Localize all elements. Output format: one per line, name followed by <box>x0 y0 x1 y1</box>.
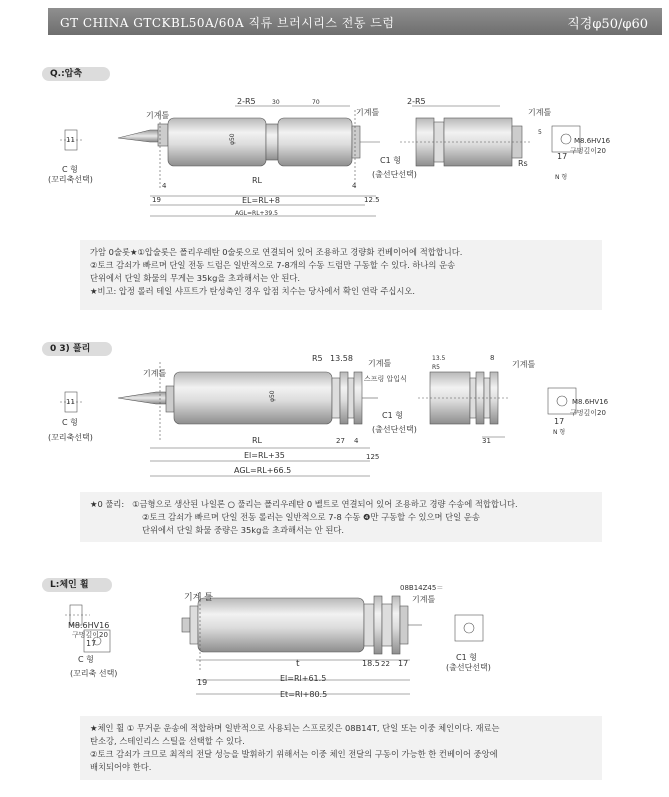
q-label-rs: Rs <box>518 159 528 168</box>
o-notes <box>80 492 602 542</box>
o-label-d13b: 13.5 <box>432 355 446 362</box>
o-label-r5: R5 <box>312 354 323 363</box>
o-label-c1-sub: (출선단선택) <box>372 425 417 434</box>
o-drum <box>174 372 332 424</box>
header-diameter: 직경φ50/φ60 <box>567 17 648 32</box>
l-label-cable2: 기계틀 <box>412 595 436 604</box>
q-label-r5b: 2-R5 <box>407 97 426 106</box>
q-label-s5: 5 <box>538 129 542 136</box>
q-note-2: ②토크 감쇠가 빠르며 단일 전동 드럼은 일반적으로 7-8개의 수동 드럼만 구동할 수 있다. 하나의 운송 <box>90 260 456 270</box>
l-label-c: C 형 <box>78 655 94 664</box>
o-label-el: El=RL+35 <box>244 451 285 460</box>
l-label-agl: Et=Rl+80.5 <box>280 690 328 699</box>
o-note-2: ②토크 감쇠가 빠르며 단일 전동 롤러는 일반적으로 7-8 수동 ❹만 구동할 수 있으며 단일 운송 <box>142 512 480 522</box>
q-label-d19: 19 <box>152 196 161 204</box>
o-note-3: 단위에서 단일 화물 중량은 35kg을 초과해서는 안 된다. <box>142 525 345 535</box>
o-label-depth: 구멍깊이20 <box>570 409 606 417</box>
q-note-1: 가암 0술롯★①압술롯은 폴리우레탄 0술롯으로 연결되어 있어 조용하고 경량화 컨베이어에 적합합니다. <box>90 247 463 257</box>
l-note-4: 배치되어야 한다. <box>90 762 152 772</box>
l-label-d17b: 17 <box>398 659 409 668</box>
o-label-d31: 31 <box>482 437 491 445</box>
q-label-d4a: 4 <box>162 182 167 190</box>
o-label-cable2: 기계틀 <box>368 359 392 368</box>
q-notes <box>80 240 602 310</box>
o-label-c: C 형 <box>62 418 78 427</box>
o-label-cable: 기계틀 <box>143 369 167 378</box>
l-label-el: El=Rl+61.5 <box>280 674 327 683</box>
q-label-d30: 30 <box>272 99 280 106</box>
q-label-cable1: 기계틀 <box>146 111 170 120</box>
q-note-3: 단위에서 단일 화물의 무게는 35kg을 초과해서는 안 된다. <box>90 273 301 283</box>
o-label-rl: RL <box>252 436 263 445</box>
q-label-d17: 17 <box>557 152 568 161</box>
l-notes <box>80 716 602 780</box>
section-tab-l: L:체인 휠 <box>42 578 112 592</box>
l-drum <box>198 598 364 652</box>
o-label-d50: φ50 <box>269 390 276 402</box>
o-label-c-sub: (꼬리축선택) <box>48 433 93 442</box>
q-label-d12: 12.5 <box>364 196 380 204</box>
q-label-cable2: 기계틀 <box>356 108 380 117</box>
q-label-d50: φ50 <box>229 133 236 145</box>
o-note-1: ①금형으로 생산된 나일론 ○ 풀리는 폴리우레탄 0 벨트로 연결되어 있어 조용하고 경량 수송에 적합합니다. <box>132 499 518 509</box>
l-label-c1: C1 형 <box>456 653 477 662</box>
o-label-cable3: 기계틀 <box>512 360 536 369</box>
q-label-m8: M8.6HV16 <box>574 137 611 145</box>
o-label-d11: 11 <box>66 398 75 406</box>
o-label-d8: 8 <box>490 354 495 362</box>
l-label-cable: 기계 틀 <box>184 593 213 603</box>
q-label-rl: RL <box>252 176 263 185</box>
q-label-c-sub: (꼬리축선택) <box>48 175 93 184</box>
q-label-d70: 70 <box>312 99 320 106</box>
o-label-c1: C1 형 <box>382 411 403 420</box>
l-label-depth: 구멍깊이20 <box>72 631 108 639</box>
q-label-c: C 형 <box>62 165 78 174</box>
q-label-cable3: 기계틀 <box>528 108 552 117</box>
l-label-d22: 22 <box>381 660 390 668</box>
l-note-2: 탄소강, 스테인리스 스틸을 선택할 수 있다. <box>90 736 245 746</box>
q-label-d11: 11 <box>66 136 75 144</box>
q-cable <box>118 130 160 142</box>
o-label-r5b: R5 <box>432 364 440 371</box>
q-label-el: EL=RL+8 <box>242 196 281 205</box>
o-label-m8: M8.6HV16 <box>572 398 609 406</box>
o-label-d17: 17 <box>554 417 565 426</box>
o-label-d4: 4 <box>354 437 359 445</box>
q-drum <box>168 118 266 166</box>
header-title: GT CHINA GTCKBL50A/60A 직류 브러시리스 전동 드럼 <box>60 16 395 30</box>
section-tab-q: Q.:압축 <box>42 67 110 81</box>
o-label-d12: 125 <box>366 453 380 461</box>
q-label-r5: 2-R5 <box>237 97 256 106</box>
q-label-agl: AGL=RL+39.5 <box>235 210 278 217</box>
o-note-prefix: ★0 풀리: <box>90 499 125 509</box>
q-label-n: N 형 <box>555 174 568 181</box>
l-note-1: ★체인 휠 ① 무거운 운송에 적합하며 일반적으로 사용되는 스프로킷은 08B14T, 단일 또는 이중 체인이다. 재료는 <box>90 723 500 733</box>
o-label-n: N 형 <box>553 429 566 436</box>
l-label-m8: M8.6HV16 <box>68 621 110 630</box>
o-label-agl: AGL=RL+66.5 <box>234 466 292 475</box>
l-label-c1-sub: (출선단선택) <box>446 663 491 672</box>
l-label-sprocket: 08B14Z45＝ <box>400 584 444 592</box>
l-label-t: t <box>296 659 300 669</box>
o-label-d13: 13.58 <box>330 354 353 363</box>
l-label-d185: 18.5 <box>362 659 380 668</box>
q-label-c1: C1 형 <box>380 156 401 165</box>
q-note-4: ★비고: 압정 롤러 테일 샤프트가 탄성축인 경우 압점 치수는 당사에서 확인 연락 주십시오. <box>90 286 416 296</box>
l-label-d17: 17 <box>86 639 97 648</box>
q-label-depth: 구멍깊이20 <box>570 147 606 155</box>
l-label-d19: 19 <box>197 678 208 687</box>
section-tab-o: 0 3) 풀리 <box>42 342 112 356</box>
o-label-d27: 27 <box>336 437 345 445</box>
q-label-c1-sub: (출선단선택) <box>372 170 417 179</box>
l-label-c-sub: (꼬리축 선택) <box>70 669 118 678</box>
q-label-d4b: 4 <box>352 182 357 190</box>
l-note-3: ②토크 감쇠가 크므로 최적의 전달 성능을 발휘하기 위해서는 이중 체인 전달의 구동이 가능한 한 컨베이어 중앙에 <box>90 749 498 759</box>
o-label-groove: 스프링 압입식 <box>364 375 407 383</box>
